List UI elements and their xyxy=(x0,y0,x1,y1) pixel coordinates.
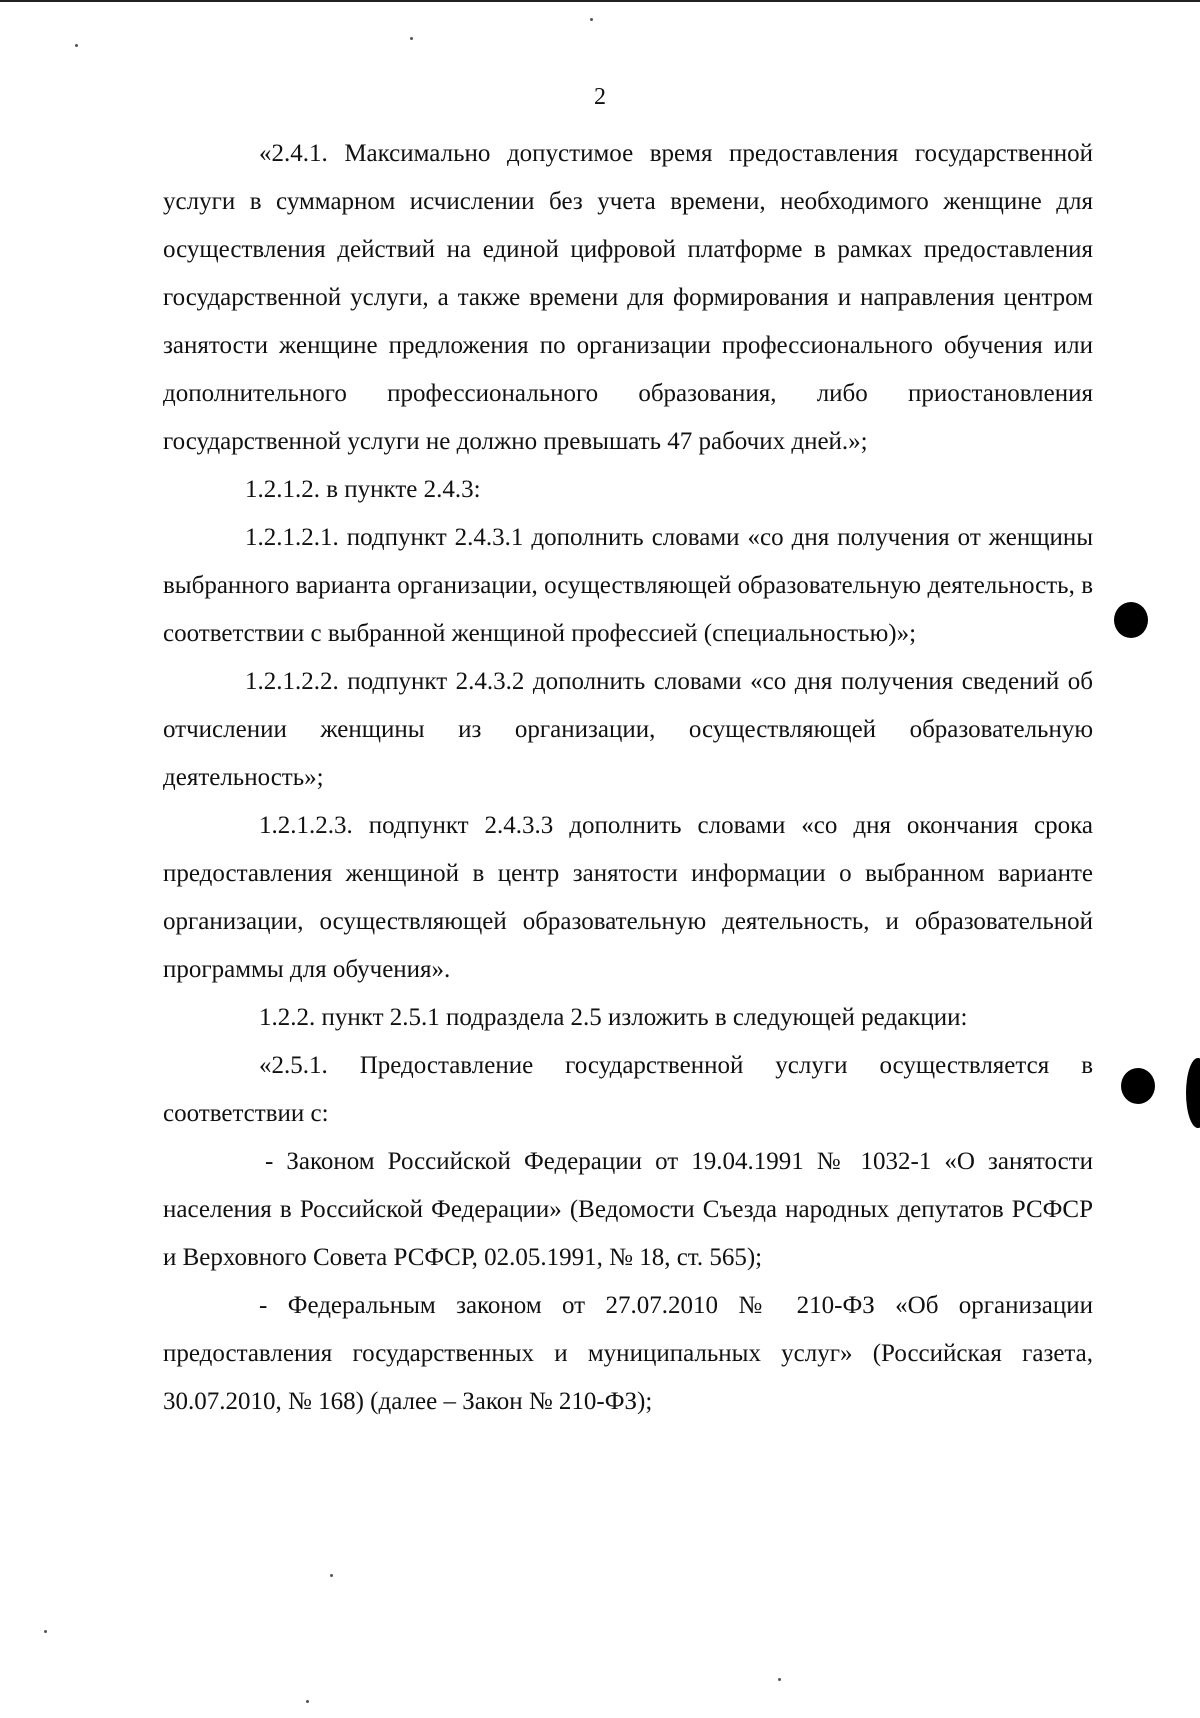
list-item-law-1032-1: - Законом Российской Федерации от 19.04.1991 № 1032-1 «О занятости населения в Российской Федерации» (Ведомости Съезда народных депутатов РСФСР и Верховного Совета РСФСР, 02.05.1991, № 18, ст. 565); xyxy=(163,1148,1093,1271)
page-number: 2 xyxy=(594,84,606,110)
hole-punch-mark xyxy=(1121,1068,1155,1104)
scan-speck xyxy=(75,44,78,47)
paragraph-2-5-1: «2.5.1. Предоставление государственной услуги осуществляется в соответствии с: xyxy=(163,1052,1093,1127)
list-item-law-210-fz: - Федеральным законом от 27.07.2010 № 210-ФЗ «Об организации предоставления государственных и муниципальных услуг» (Российская газета, 30.07.2010, № 168) (далее – Закон № 210-ФЗ); xyxy=(163,1292,1093,1415)
paragraph-1-2-1-2-1: 1.2.1.2.1. подпункт 2.4.3.1 дополнить словами «со дня получения от женщины выбранного варианта организации, осуществляющей образовательную деятельность, в соответствии с выбранной женщиной профессией (специальностью)»; xyxy=(163,524,1093,647)
paragraph-1-2-1-2: 1.2.1.2. в пункте 2.4.3: xyxy=(245,476,481,503)
paragraph-2-4-1: «2.4.1. Максимально допустимое время предоставления государственной услуги в суммарном исчислении без учета времени, необходимого женщине для осуществления действий на единой цифровой платформе в рамках предоставления государственной услуги, а также времени для формирования и направления центром занятости женщине предложения по организации профессионального обучения или дополнительного профессионального образования, либо приостановления государственной услуги не должно превышать 47 рабочих дней.»; xyxy=(163,140,1093,455)
scan-speck xyxy=(778,1678,781,1681)
scan-speck xyxy=(590,18,593,21)
paragraph-1-2-1-2-3: 1.2.1.2.3. подпункт 2.4.3.3 дополнить словами «со дня окончания срока предоставления женщиной в центр занятости информации о выбранном варианте организации, осуществляющей образовательную деятельность, и образовательной программы для обучения». xyxy=(163,812,1093,983)
scan-speck xyxy=(410,37,413,40)
page-top-edge xyxy=(0,0,1200,2)
paragraph-1-2-1-2-2: 1.2.1.2.2. подпункт 2.4.3.2 дополнить словами «со дня получения сведений об отчислении женщины из организации, осуществляющей образовательную деятельность»; xyxy=(163,668,1093,791)
scan-speck xyxy=(44,1630,47,1633)
scan-edge-mark xyxy=(1186,1058,1200,1128)
hole-punch-mark xyxy=(1114,602,1148,638)
scan-speck xyxy=(306,1700,309,1703)
document-body xyxy=(163,130,1093,1426)
scan-speck xyxy=(330,1574,333,1577)
paragraph-1-2-2: 1.2.2. пункт 2.5.1 подраздела 2.5 изложить в следующей редакции: xyxy=(259,1004,968,1031)
